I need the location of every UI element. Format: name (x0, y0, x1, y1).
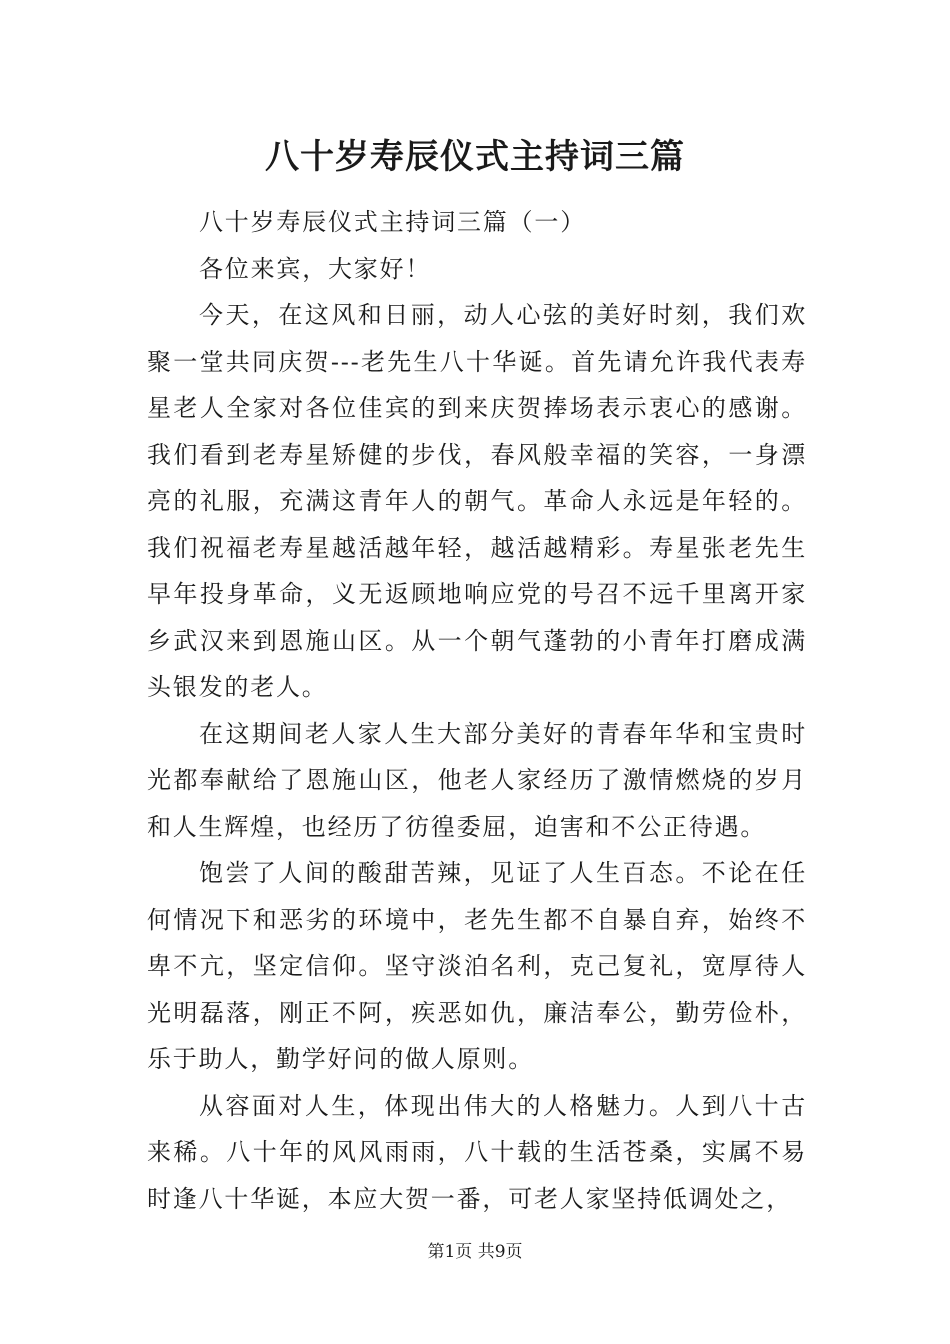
document-body (147, 199, 807, 1222)
greeting-paragraph: 各位来宾，大家好！ (199, 254, 432, 283)
body-paragraph: 饱尝了人间的酸甜苦辣，见证了人生百态。不论在任何情况下和恶劣的环境中，老先生都不自暴自弃，始终不卑不亢，坚定信仰。坚守淡泊名利，克己复礼，宽厚待人光明磊落，刚正不阿，疾恶如仇，廉洁奉公，勤劳俭朴，乐于助人，勤学好问的做人原则。 (147, 859, 807, 1073)
body-paragraph: 今天，在这风和日丽，动人心弦的美好时刻，我们欢聚一堂共同庆贺---老先生八十华诞。首先请允许我代表寿星老人全家对各位佳宾的到来庆贺捧场表示衷心的感谢。我们看到老寿星矫健的步伐，春风般幸福的笑容，一身漂亮的礼服，充满这青年人的朝气。革命人永远是年轻的。我们祝福老寿星越活越年轻，越活越精彩。寿星张老先生早年投身革命，义无返顾地响应党的号召不远千里离开家乡武汉来到恩施山区。从一个朝气蓬勃的小青年打磨成满头银发的老人。 (147, 301, 807, 701)
body-paragraph: 在这期间老人家人生大部分美好的青春年华和宝贵时光都奉献给了恩施山区，他老人家经历了激情燃烧的岁月和人生辉煌，也经历了彷徨委屈，迫害和不公正待遇。 (147, 719, 807, 841)
document-title: 八十岁寿辰仪式主持词三篇 (265, 137, 685, 177)
page-footer: 第1页 共9页 (427, 1242, 523, 1262)
subtitle-paragraph: 八十岁寿辰仪式主持词三篇（一） (199, 208, 586, 236)
body-paragraph: 从容面对人生，体现出伟大的人格魅力。人到八十古来稀。八十年的风风雨雨，八十载的生活苍桑，实属不易时逢八十华诞，本应大贺一番，可老人家坚持低调处之， (147, 1091, 807, 1213)
